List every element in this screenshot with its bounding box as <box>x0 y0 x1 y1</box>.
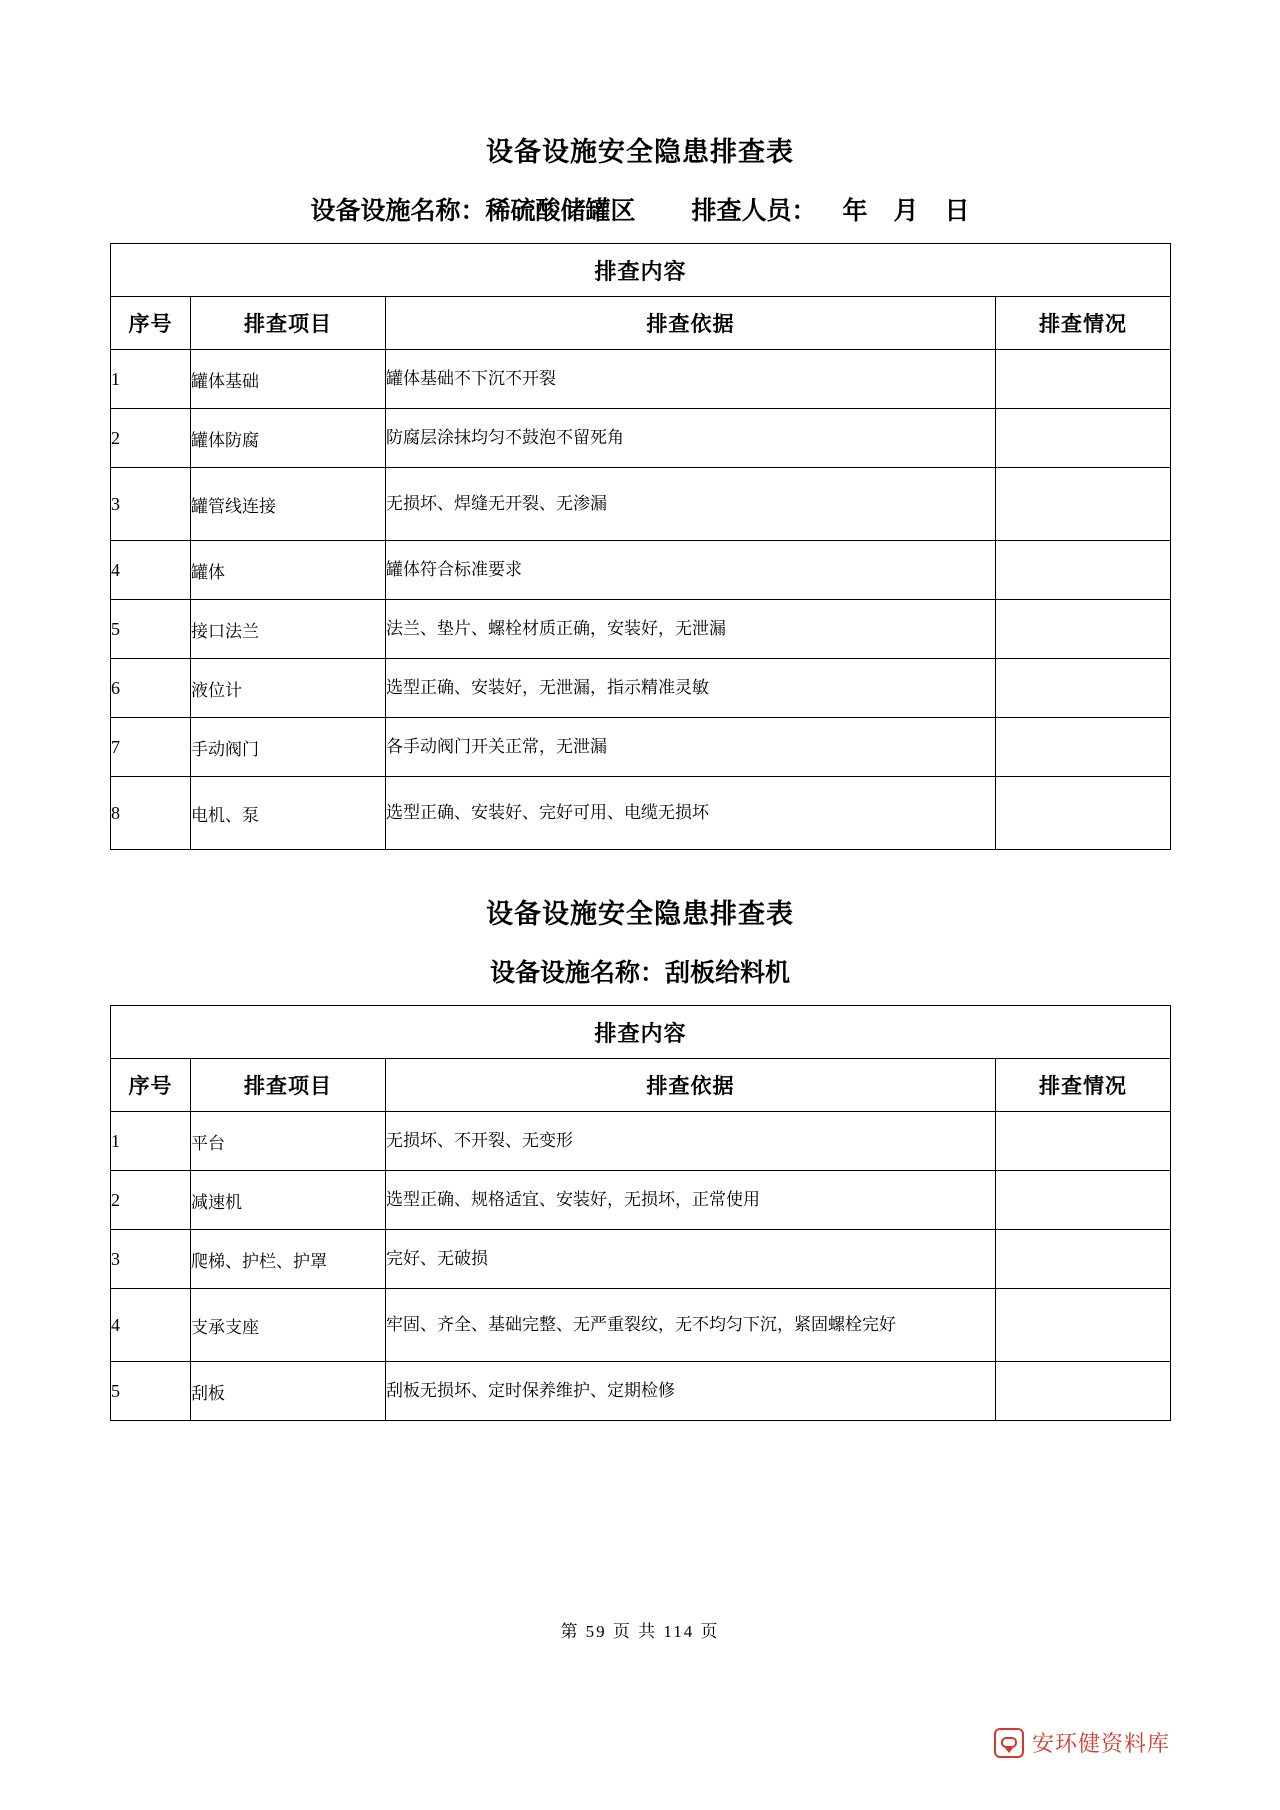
equipment-name-row-1 <box>110 191 1170 227</box>
row-item: 电机、泵 <box>191 777 386 850</box>
row-item: 接口法兰 <box>191 600 386 659</box>
row-item: 手动阀门 <box>191 718 386 777</box>
row-item: 罐管线连接 <box>191 468 386 541</box>
equipment-name-value-2: 刮板给料机 <box>665 960 791 987</box>
row-status[interactable] <box>996 659 1171 718</box>
table-header-row <box>111 1059 1171 1112</box>
row-no: 1 <box>111 350 191 409</box>
table-row <box>111 409 1171 468</box>
page-title-1: 设备设施安全隐患排查表 <box>486 137 794 167</box>
row-no: 5 <box>111 1362 191 1421</box>
equipment-name-label-1: 设备设施名称： <box>310 198 486 225</box>
row-status[interactable] <box>996 718 1171 777</box>
row-status[interactable] <box>996 777 1171 850</box>
row-status[interactable] <box>996 468 1171 541</box>
table-banner-row <box>111 244 1171 297</box>
row-no: 3 <box>111 468 191 541</box>
equipment-name-row-2 <box>110 953 1170 989</box>
equipment-name-label-2: 设备设施名称： <box>489 960 665 987</box>
row-no: 2 <box>111 409 191 468</box>
row-no: 4 <box>111 1289 191 1362</box>
row-item: 减速机 <box>191 1171 386 1230</box>
header-status-2: 排查情况 <box>996 1059 1171 1112</box>
row-basis: 选型正确、安装好，无泄漏，指示精准灵敏 <box>386 659 996 718</box>
row-item: 罐体防腐 <box>191 409 386 468</box>
row-item: 罐体基础 <box>191 350 386 409</box>
row-item: 平台 <box>191 1112 386 1171</box>
row-status[interactable] <box>996 1289 1171 1362</box>
row-basis: 完好、无破损 <box>386 1230 996 1289</box>
header-item-1: 排查项目 <box>191 297 386 350</box>
row-no: 8 <box>111 777 191 850</box>
row-status[interactable] <box>996 1171 1171 1230</box>
inspector-label-1: 排查人员： <box>691 198 817 225</box>
table-row <box>111 659 1171 718</box>
table-row <box>111 1289 1171 1362</box>
row-basis: 牢固、齐全、基础完整、无严重裂纹，无不均匀下沉，紧固螺栓完好 <box>386 1289 996 1362</box>
table-banner-row <box>111 1006 1171 1059</box>
row-item: 支承支座 <box>191 1289 386 1362</box>
row-basis: 法兰、垫片、螺栓材质正确，安装好，无泄漏 <box>386 600 996 659</box>
table-row <box>111 1112 1171 1171</box>
page-title-2: 设备设施安全隐患排查表 <box>486 899 794 929</box>
table-row <box>111 541 1171 600</box>
row-status[interactable] <box>996 1230 1171 1289</box>
row-item: 刮板 <box>191 1362 386 1421</box>
table-row <box>111 1171 1171 1230</box>
inspection-content-banner-1: 排查内容 <box>111 244 1171 297</box>
row-status[interactable] <box>996 1362 1171 1421</box>
row-no: 2 <box>111 1171 191 1230</box>
row-basis: 罐体符合标准要求 <box>386 541 996 600</box>
row-no: 7 <box>111 718 191 777</box>
row-no: 4 <box>111 541 191 600</box>
table-row <box>111 1230 1171 1289</box>
checklist-table-2 <box>110 1005 1171 1421</box>
table-row <box>111 468 1171 541</box>
row-basis: 刮板无损坏、定时保养维护、定期检修 <box>386 1362 996 1421</box>
date-month-1: 月 <box>893 198 919 225</box>
row-status[interactable] <box>996 350 1171 409</box>
header-no-2: 序号 <box>111 1059 191 1112</box>
header-no-1: 序号 <box>111 297 191 350</box>
header-basis-2: 排查依据 <box>386 1059 996 1112</box>
checklist-table-1 <box>110 243 1171 850</box>
row-status[interactable] <box>996 541 1171 600</box>
row-status[interactable] <box>996 600 1171 659</box>
row-basis: 罐体基础不下沉不开裂 <box>386 350 996 409</box>
row-status[interactable] <box>996 409 1171 468</box>
header-status-1: 排查情况 <box>996 297 1171 350</box>
row-basis: 各手动阀门开关正常，无泄漏 <box>386 718 996 777</box>
row-basis: 无损坏、不开裂、无变形 <box>386 1112 996 1171</box>
header-basis-1: 排查依据 <box>386 297 996 350</box>
row-basis: 选型正确、安装好、完好可用、电缆无损坏 <box>386 777 996 850</box>
row-basis: 选型正确、规格适宜、安装好，无损坏，正常使用 <box>386 1171 996 1230</box>
row-basis: 防腐层涂抹均匀不鼓泡不留死角 <box>386 409 996 468</box>
page-footer: 第 59 页 共 114 页 <box>560 1622 720 1641</box>
table-row <box>111 600 1171 659</box>
table-header-row <box>111 297 1171 350</box>
inspection-content-banner-2: 排查内容 <box>111 1006 1171 1059</box>
header-item-2: 排查项目 <box>191 1059 386 1112</box>
date-day-1: 日 <box>944 198 970 225</box>
watermark-text: 安环健资料库 <box>1031 1731 1170 1756</box>
date-year-1: 年 <box>842 198 868 225</box>
wechat-account-icon <box>994 1728 1024 1758</box>
row-basis: 无损坏、焊缝无开裂、无渗漏 <box>386 468 996 541</box>
row-item: 液位计 <box>191 659 386 718</box>
row-no: 6 <box>111 659 191 718</box>
row-item: 爬梯、护栏、护罩 <box>191 1230 386 1289</box>
table-row <box>111 718 1171 777</box>
table-row <box>111 777 1171 850</box>
table-row <box>111 1362 1171 1421</box>
watermark <box>994 1727 1170 1758</box>
row-item: 罐体 <box>191 541 386 600</box>
row-no: 5 <box>111 600 191 659</box>
equipment-name-value-1: 稀硫酸储罐区 <box>485 198 636 225</box>
row-no: 1 <box>111 1112 191 1171</box>
table-row <box>111 350 1171 409</box>
row-no: 3 <box>111 1230 191 1289</box>
row-status[interactable] <box>996 1112 1171 1171</box>
